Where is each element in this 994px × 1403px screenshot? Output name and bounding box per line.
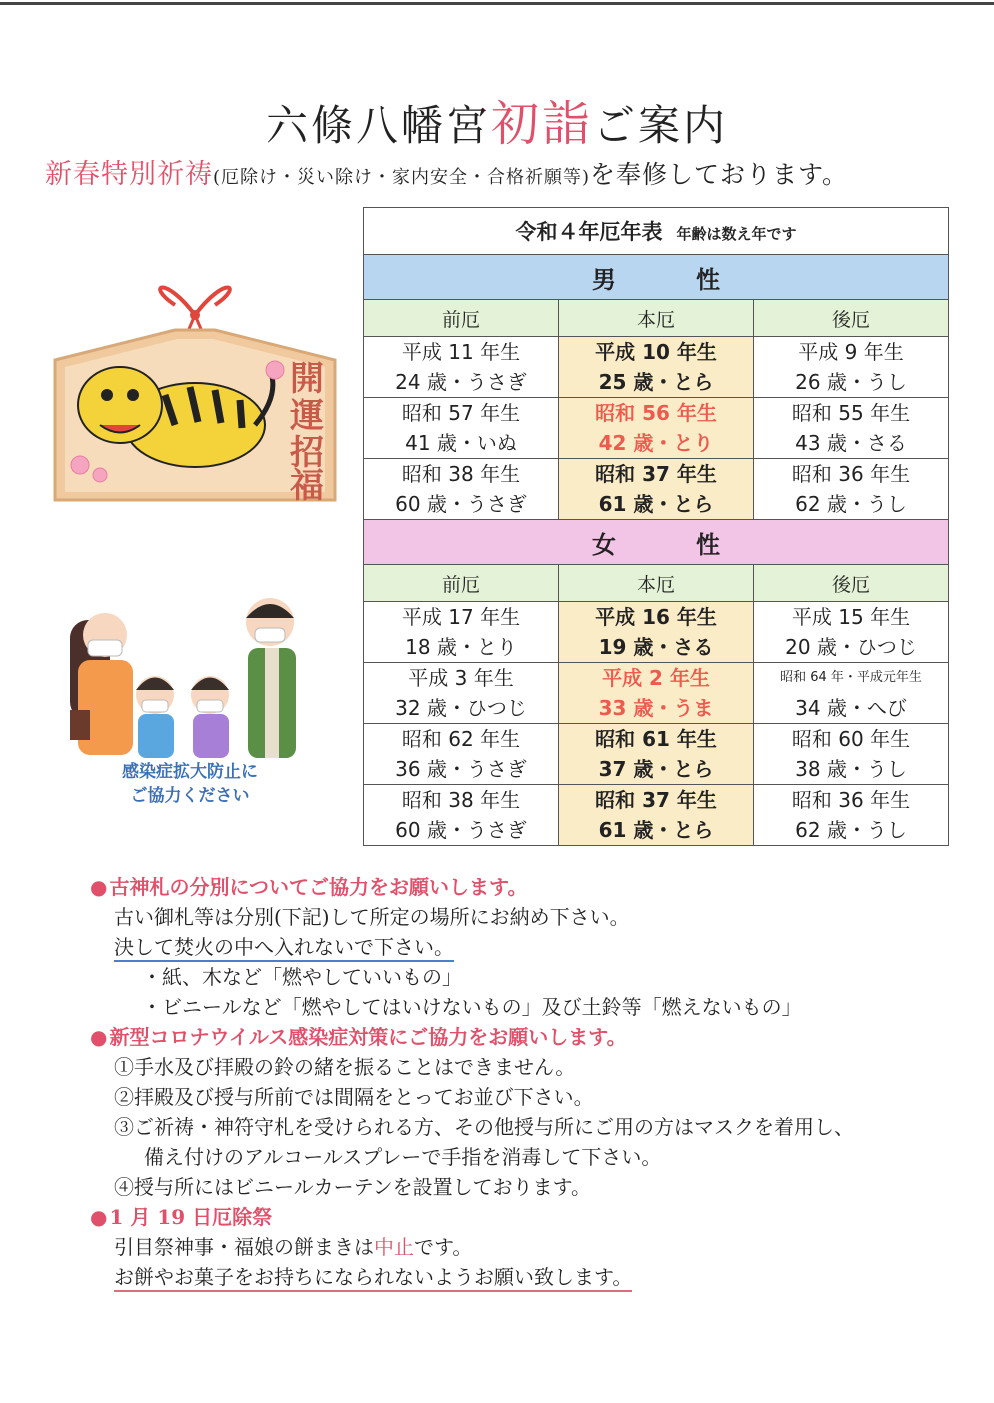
cell-age: 34 歳・へび	[795, 696, 907, 720]
table-cell	[754, 785, 949, 846]
ema-tiger-illustration	[45, 275, 345, 505]
cell-age: 19 歳・さる	[598, 635, 714, 659]
cell-age: 25 歳・とら	[598, 370, 714, 394]
title-suffix: ご案内	[593, 101, 729, 150]
cell-year: 昭和 36 年生	[791, 788, 911, 812]
cell-year: 昭和 56 年生	[595, 401, 717, 425]
table-cell	[754, 724, 949, 785]
notice-ofuda-heading: ● 古神札の分別についてご協力をお願いします。	[90, 872, 970, 902]
cell-year: 昭和 62 年生	[401, 727, 521, 751]
table-cell-honyaku-highlight	[559, 663, 754, 724]
cell-age: 42 歳・とり	[598, 431, 714, 455]
cell-age: 62 歳・うし	[795, 818, 907, 842]
table-cell	[754, 602, 949, 663]
cell-year: 平成 15 年生	[791, 605, 911, 629]
notice-yakuyoke-heading: ● 1 月 19 日厄除祭	[90, 1202, 970, 1232]
notice-covid-item1: ①手水及び拝殿の鈴の緒を振ることはできません。	[114, 1055, 576, 1079]
ema-char-1: 開	[290, 359, 324, 399]
ema-char-4: 福	[290, 466, 324, 505]
subtitle-tail: を奉修しております。	[590, 160, 849, 189]
notice-yakuyoke-line2: お餅やお菓子をお持ちになられないようお願い致します。	[114, 1265, 632, 1292]
cell-age: 62 歳・うし	[795, 492, 907, 516]
cell-age: 36 歳・うさぎ	[395, 757, 527, 781]
table-cell-honyaku	[559, 602, 754, 663]
subtitle-lead: 新春特別祈祷	[45, 159, 213, 190]
table-caption-note: 年齢は数え年です	[676, 225, 797, 243]
table-cell-honyaku-highlight	[559, 398, 754, 459]
masked-family-illustration	[60, 590, 320, 760]
table-cell	[364, 398, 559, 459]
female-section-header: 女 性	[364, 520, 949, 565]
notice-covid-item3: ③ご祈祷・神符守札を受けられる方、その他授与所にご用の方はマスクを着用し、	[114, 1115, 854, 1139]
table-caption	[364, 208, 949, 255]
table-cell	[364, 663, 559, 724]
cell-year: 平成 10 年生	[595, 340, 717, 364]
top-border-line	[0, 2, 994, 5]
table-cell-honyaku	[559, 724, 754, 785]
notice-yakuyoke-line1	[90, 1232, 970, 1262]
male-col-maeyaku: 前厄	[364, 300, 559, 337]
cell-age: 61 歳・とら	[598, 492, 714, 516]
cell-age: 20 歳・ひつじ	[785, 635, 917, 659]
notice-covid-heading: ● 新型コロナウイルス感染症対策にご協力をお願いします。	[90, 1022, 970, 1052]
subtitle-paren: (厄除け・災い除け・家内安全・合格祈願等)	[213, 167, 591, 188]
notice-ofuda-bullet1: ・紙、木など「燃やしていいもの」	[142, 965, 462, 989]
cell-year: 昭和 37 年生	[595, 788, 717, 812]
table-caption-title: 令和４年厄年表	[515, 220, 663, 244]
cell-age: 18 歳・とり	[405, 635, 517, 659]
table-cell-honyaku	[559, 337, 754, 398]
female-col-maeyaku: 前厄	[364, 565, 559, 602]
table-cell	[754, 663, 949, 724]
notice-covid-item4: ④授与所にはビニールカーテンを設置しております。	[114, 1175, 591, 1199]
notices-section	[90, 872, 970, 1292]
table-cell	[364, 459, 559, 520]
cell-age: 43 歳・さる	[795, 431, 907, 455]
notice-ofuda-bullet2: ・ビニールなど「燃やしてはいけないもの」及び土鈴等「燃えないもの」	[142, 995, 802, 1019]
table-cell	[364, 602, 559, 663]
table-cell	[364, 724, 559, 785]
family-caption	[75, 760, 305, 808]
cell-age: 38 歳・うし	[795, 757, 907, 781]
cell-year: 昭和 38 年生	[401, 462, 521, 486]
cell-age: 41 歳・いぬ	[405, 431, 517, 455]
notice-yakuyoke-text-end: です。	[414, 1235, 473, 1259]
cell-year: 昭和 36 年生	[791, 462, 911, 486]
cell-year: 昭和 57 年生	[401, 401, 521, 425]
table-cell	[754, 337, 949, 398]
notice-ofuda-line1: 古い御札等は分別(下記)して所定の場所にお納め下さい。	[114, 905, 630, 929]
table-cell	[364, 337, 559, 398]
cell-year: 昭和 38 年生	[401, 788, 521, 812]
title-accent: 初詣	[490, 96, 593, 152]
notice-covid-item3-cont: 備え付けのアルコールスプレーで手指を消毒して下さい。	[144, 1145, 662, 1169]
table-cell	[754, 398, 949, 459]
table-cell	[754, 459, 949, 520]
table-cell-honyaku	[559, 459, 754, 520]
male-col-atoyaku: 後厄	[754, 300, 949, 337]
yakudoshi-table	[363, 207, 949, 846]
cell-year: 昭和 37 年生	[595, 462, 717, 486]
title-prefix: 六條八幡宮	[265, 101, 491, 150]
cell-year: 平成 17 年生	[401, 605, 521, 629]
notice-ofuda-line2: 決して焚火の中へ入れないで下さい。	[114, 935, 454, 962]
table-cell	[364, 785, 559, 846]
cell-age: 61 歳・とら	[598, 818, 714, 842]
cell-age: 24 歳・うさぎ	[395, 370, 527, 394]
cell-age: 37 歳・とら	[598, 757, 714, 781]
notice-yakuyoke-text: 引目祭神事・福娘の餅まきは	[114, 1235, 374, 1259]
page-title	[0, 85, 994, 154]
cell-age: 32 歳・ひつじ	[395, 696, 527, 720]
male-section-header: 男 性	[364, 255, 949, 300]
cell-age: 60 歳・うさぎ	[395, 818, 527, 842]
family-caption-line2: ご協力ください	[130, 786, 250, 806]
cell-year: 平成 16 年生	[595, 605, 717, 629]
ema-char-3: 招	[290, 433, 324, 473]
notice-cancelled-label: 中止	[374, 1235, 414, 1259]
cell-year: 平成 11 年生	[401, 340, 521, 364]
family-caption-line1: 感染症拡大防止に	[122, 762, 258, 782]
cell-year: 平成 2 年生	[602, 666, 710, 690]
cell-year: 昭和 60 年生	[791, 727, 911, 751]
table-cell-honyaku	[559, 785, 754, 846]
cell-year: 平成 9 年生	[798, 340, 904, 364]
notice-covid-item2: ②拝殿及び授与所前では間隔をとってお並び下さい。	[114, 1085, 594, 1109]
cell-age: 26 歳・うし	[795, 370, 907, 394]
cell-year: 昭和 55 年生	[791, 401, 911, 425]
cell-year: 昭和 64 年・平成元年生	[780, 670, 922, 685]
ema-char-2: 運	[290, 396, 324, 436]
cell-year: 昭和 61 年生	[595, 727, 717, 751]
female-col-atoyaku: 後厄	[754, 565, 949, 602]
cell-year: 平成 3 年生	[408, 666, 514, 690]
female-col-honyaku: 本厄	[559, 565, 754, 602]
cell-age: 60 歳・うさぎ	[395, 492, 527, 516]
male-col-honyaku: 本厄	[559, 300, 754, 337]
cell-age: 33 歳・うま	[598, 696, 714, 720]
subtitle	[45, 152, 965, 191]
